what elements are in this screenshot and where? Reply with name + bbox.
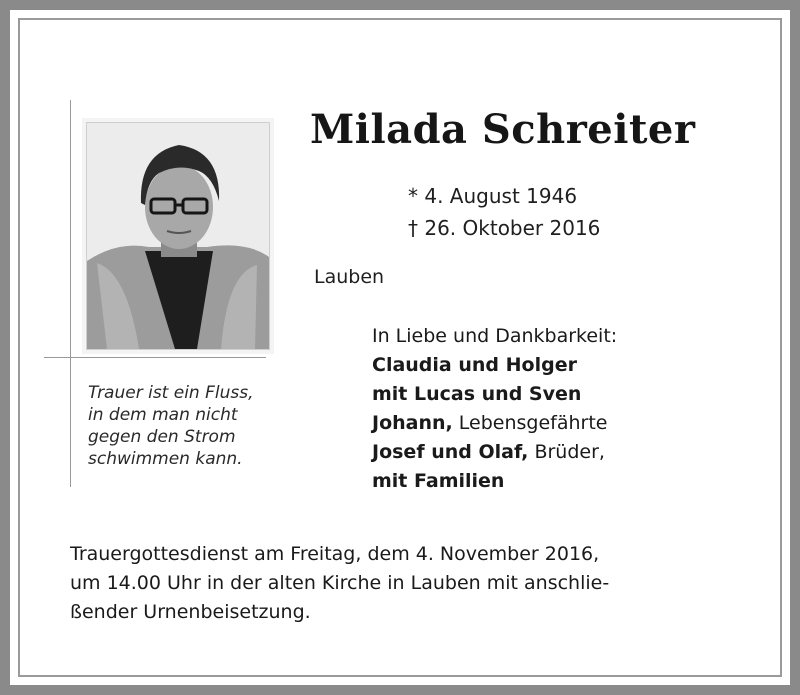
mourner-line: Claudia und Holger xyxy=(372,354,577,376)
mourner-line: mit Lucas und Sven xyxy=(372,383,582,405)
quote-line: gegen den Strom xyxy=(88,427,236,447)
quote-line: in dem man nicht xyxy=(88,405,238,425)
hometown: Lauben xyxy=(314,266,385,288)
vertical-rule xyxy=(70,100,71,487)
mourner-line: mit Familien xyxy=(372,470,505,492)
mourner-relation: Brüder, xyxy=(528,441,605,463)
life-dates xyxy=(408,180,600,244)
deceased-name: Milada Schreiter xyxy=(310,106,696,153)
mourner-line xyxy=(372,409,617,438)
memorial-quote xyxy=(88,382,254,470)
quote-line: Trauer ist ein Fluss, xyxy=(88,383,254,403)
portrait-image xyxy=(87,123,269,349)
notice-card xyxy=(10,10,790,685)
mourner-relation: Lebensgefährte xyxy=(452,412,608,434)
mourners-list xyxy=(372,322,617,496)
mourner-name: Johann, xyxy=(372,412,453,434)
quote-line: schwimmen kann. xyxy=(88,449,243,469)
mourner-line xyxy=(372,438,617,467)
service-line: ßender Urnenbeisetzung. xyxy=(70,601,311,623)
birth-date: * 4. August 1946 xyxy=(408,184,578,208)
mourners-intro: In Liebe und Dankbarkeit: xyxy=(372,325,618,347)
death-date: † 26. Oktober 2016 xyxy=(408,216,601,240)
portrait-photo xyxy=(86,122,270,350)
horizontal-rule xyxy=(44,357,266,358)
service-line: um 14.00 Uhr in der alten Kirche in Lauben mit anschlie- xyxy=(70,572,610,594)
mourner-name: Josef und Olaf, xyxy=(372,441,529,463)
service-announcement xyxy=(70,540,609,627)
service-line: Trauergottesdienst am Freitag, dem 4. November 2016, xyxy=(70,543,600,565)
